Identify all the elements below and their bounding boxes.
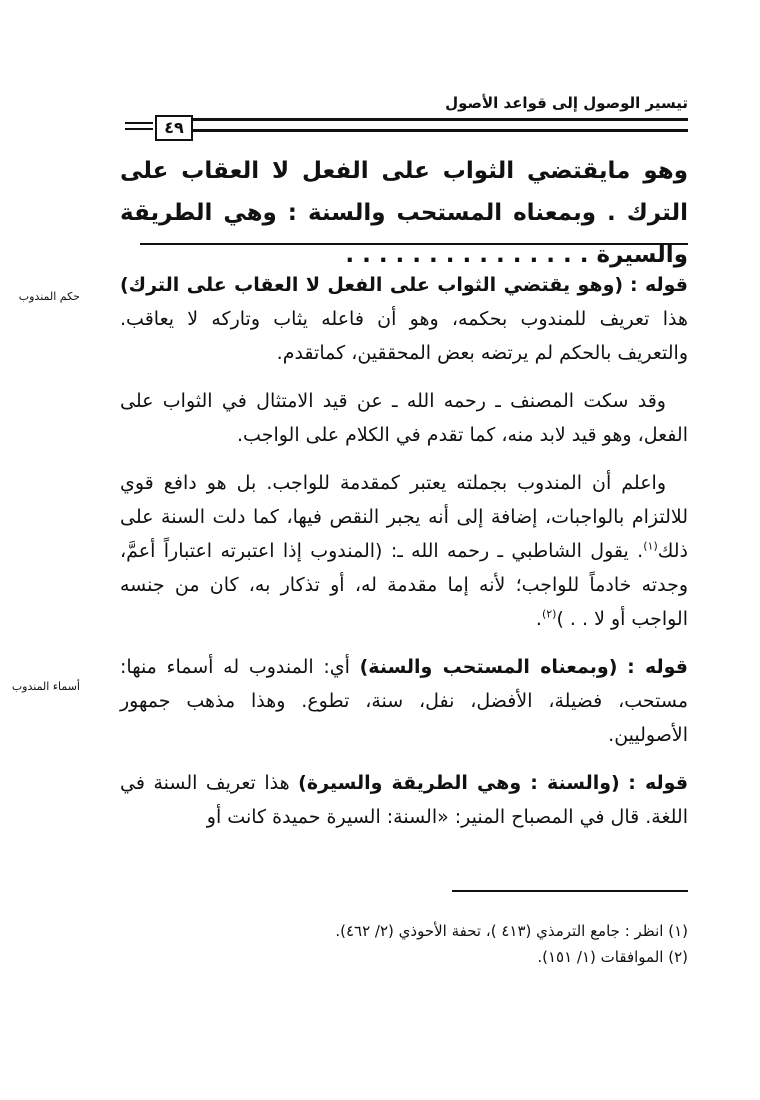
footnote-2: (٢) الموافقات (١/ ١٥١).	[537, 948, 688, 966]
paragraph-body: واعلم أن المندوب بجملته يعتبر كمقدمة للواجب. بل هو دافع قوي للالتزام بالواجبات، إضافة إلى أنه يجبر النقص فيها، كما دلت السنة على ذلك	[120, 472, 688, 562]
quoted-matn: (والسنة : وهي الطريقة والسيرة)	[298, 772, 620, 794]
header-rule-short	[125, 122, 153, 130]
commentary-paragraph-3	[120, 466, 688, 636]
matn-text: وهو مايقتضي الثواب على الفعل لا العقاب على الترك . وبمعناه المستحب والسنة : وهي الطريقة والسيرة . . . . . . . . . . . . . . .	[120, 158, 688, 268]
running-title: تيسير الوصول إلى قواعد الأصول	[445, 94, 688, 112]
matn-separator	[140, 243, 688, 245]
qawluh-lead: قوله :	[629, 274, 688, 296]
footnote-ref: (١)	[643, 539, 658, 553]
paragraph-body: هذا تعريف السنة في اللغة. قال في المصباح المنير: «السنة: السيرة حميدة كانت أو	[120, 772, 688, 828]
footnote-1: (١) انظر : جامع الترمذي (٤١٣ )، تحفة الأحوذي (٢/ ٤٦٢).	[335, 922, 688, 940]
paragraph-body: أي: المندوب له أسماء منها: مستحب، فضيلة، الأفضل، نفل، سنة، تطوع. وهذا مذهب جمهور الأصوليين.	[120, 656, 688, 746]
footnotes	[120, 918, 688, 970]
qawluh-lead: قوله :	[628, 772, 689, 794]
quoted-matn: (وبمعناه المستحب والسنة)	[359, 656, 618, 678]
paragraph-body: وقد سكت المصنف ـ رحمه الله ـ عن قيد الامتثال في الثواب على الفعل، وهو قيد لابد منه، كما تقدم في الكلام على الواجب.	[120, 390, 688, 446]
commentary-paragraph-5	[120, 766, 688, 834]
commentary-paragraph-2	[120, 384, 688, 452]
footnote-ref: (٢)	[541, 607, 557, 621]
commentary-paragraph-4	[120, 650, 688, 752]
page-number: ٤٩	[155, 115, 193, 141]
qawluh-lead: قوله :	[627, 656, 688, 678]
footnote-separator	[452, 890, 688, 892]
header-rule	[192, 118, 688, 132]
paragraph-body: هذا تعريف للمندوب بحكمه، وهو أن فاعله يثاب وتاركه لا يعاقب. والتعريف بالحكم لم يرتضه بعض المحققين، كماتقدم.	[120, 308, 688, 364]
paragraph-body: . يقول الشاطبي ـ رحمه الله ـ: (المندوب إذا اعتبرته اعتباراً أعمَّ، وجدته خادماً للواجب؛ لأنه إما مقدمة له، أو تذكار به، كان من جنسه الواجب أو لا . . )	[120, 540, 688, 630]
margin-note-ruling: حكم المندوب	[18, 290, 80, 303]
commentary	[120, 268, 688, 848]
margin-note-names: أسماء المندوب	[11, 680, 80, 693]
paragraph-body: .	[535, 608, 542, 630]
commentary-paragraph-1	[120, 268, 688, 370]
quoted-matn: (وهو يقتضي الثواب على الفعل لا العقاب على الترك)	[120, 274, 624, 296]
